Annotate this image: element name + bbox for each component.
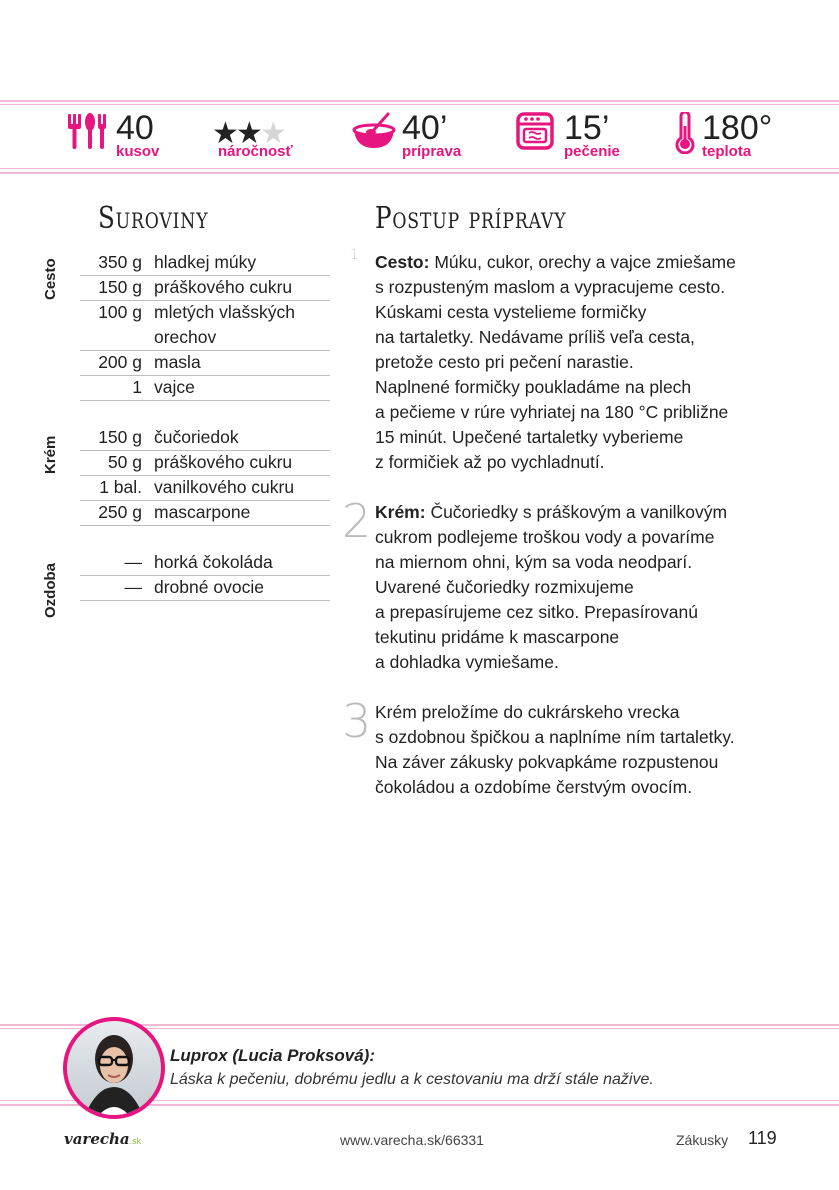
ingredient-name: práškového cukru bbox=[154, 277, 293, 297]
step-text: pretože cesto pri pečení narastie. bbox=[375, 352, 634, 372]
step-text: z formičiek až po vychladnutí. bbox=[375, 452, 605, 472]
step-line bbox=[375, 625, 785, 650]
step-text: Krém preložíme do cukrárskeho vrecka bbox=[375, 702, 680, 722]
footer-category: Zákusky bbox=[676, 1132, 729, 1148]
ingredient-name: masla bbox=[154, 352, 201, 372]
stat-difficulty bbox=[212, 108, 322, 168]
prep-value: 40’ bbox=[402, 109, 448, 147]
ingredient-name: drobné ovocie bbox=[154, 577, 264, 597]
ingredient-row bbox=[80, 425, 330, 451]
logo-text: varecha bbox=[64, 1130, 130, 1148]
thermometer-icon bbox=[674, 112, 696, 154]
ingredient-qty: 100 g bbox=[98, 302, 142, 322]
ingredient-qty: — bbox=[124, 577, 142, 597]
step-line bbox=[375, 775, 785, 800]
step-line bbox=[375, 500, 785, 525]
servings-label: kusov bbox=[116, 143, 160, 160]
step-line bbox=[375, 650, 785, 675]
logo-suffix: .sk bbox=[129, 1136, 142, 1146]
ingredient-name: práškového cukru bbox=[154, 452, 293, 472]
ingredient-row bbox=[80, 325, 330, 351]
info-band-top-rule bbox=[0, 100, 839, 102]
author-avatar bbox=[63, 1017, 165, 1119]
stat-bake bbox=[516, 108, 636, 168]
step-lead: Krém: bbox=[375, 502, 431, 522]
step-text: Na záver zákusky pokvapkáme rozpustenou bbox=[375, 752, 719, 772]
star-filled-icon: ★ bbox=[235, 117, 260, 150]
procedure-heading: Postup prípravy bbox=[375, 201, 567, 236]
step-line bbox=[375, 325, 785, 350]
step-lead: Cesto: bbox=[375, 252, 435, 272]
footer-url[interactable]: www.varecha.sk/66331 bbox=[340, 1132, 484, 1148]
step-text: čokoládou a ozdobíme čerstvým ovocím. bbox=[375, 777, 693, 797]
step-text: 15 minút. Upečené tartaletky vyberieme bbox=[375, 427, 684, 447]
step-line bbox=[375, 250, 785, 275]
ingredient-name: mascarpone bbox=[154, 502, 251, 522]
prep-label: príprava bbox=[402, 143, 462, 160]
ingredient-qty: 350 g bbox=[98, 252, 142, 272]
ingredient-name: horká čokoláda bbox=[154, 552, 273, 572]
step-text: a pečieme v rúre vyhriatej na 180 °C približne bbox=[375, 402, 729, 422]
step-line bbox=[375, 600, 785, 625]
ingredient-name: vanilkového cukru bbox=[154, 477, 295, 497]
section-label-krem: Krém bbox=[42, 435, 59, 474]
ingredient-qty: 150 g bbox=[98, 277, 142, 297]
ingredient-qty: 50 g bbox=[107, 452, 142, 472]
author-quote: Láska k pečeniu, dobrému jedlu a k cestovaniu ma drží stále nažive. bbox=[170, 1071, 654, 1088]
temperature-value: 180° bbox=[702, 109, 773, 147]
step-line bbox=[375, 725, 785, 750]
ingredient-qty: 1 bal. bbox=[99, 477, 142, 497]
temperature-label: teplota bbox=[702, 143, 752, 160]
step-text: s ozdobnou špičkou a naplníme ním tartaletky. bbox=[375, 727, 735, 747]
step-line bbox=[375, 275, 785, 300]
bake-label: pečenie bbox=[564, 143, 620, 160]
step-number-3: 3 bbox=[342, 694, 372, 748]
ingredient-qty: — bbox=[124, 552, 142, 572]
procedure-step-1 bbox=[375, 250, 785, 475]
procedure-step-2 bbox=[375, 500, 785, 675]
ingredient-row bbox=[80, 450, 330, 476]
author-name: Luprox (Lucia Proksová): bbox=[170, 1046, 375, 1065]
step-text: na tartaletky. Nedávame príliš veľa cesta, bbox=[375, 327, 695, 347]
step-line bbox=[375, 750, 785, 775]
step-text: Uvarené čučoriedky rozmixujeme bbox=[375, 577, 634, 597]
stat-servings bbox=[66, 108, 176, 168]
ingredient-row bbox=[80, 550, 330, 576]
ingredient-name: čučoriedok bbox=[154, 427, 239, 447]
info-band-bottom-rule bbox=[0, 168, 839, 169]
info-band-top-rule-2 bbox=[0, 104, 839, 105]
ingredient-qty: 1 bbox=[132, 377, 142, 397]
procedure-step-3 bbox=[375, 700, 785, 800]
step-line bbox=[375, 425, 785, 450]
ingredient-name: vajce bbox=[154, 377, 195, 397]
stat-temperature bbox=[674, 108, 794, 168]
ingredient-row bbox=[80, 500, 330, 526]
star-empty-icon: ★ bbox=[259, 117, 284, 150]
step-number-1: 1 bbox=[350, 247, 359, 263]
ingredient-qty: 150 g bbox=[98, 427, 142, 447]
servings-value: 40 bbox=[116, 109, 154, 147]
ingredient-row bbox=[80, 250, 330, 276]
step-text: cukrom podlejeme troškou vody a povaríme bbox=[375, 527, 715, 547]
ingredient-row bbox=[80, 275, 330, 301]
ingredient-name: mletých vlašských bbox=[154, 302, 296, 322]
step-line bbox=[375, 525, 785, 550]
step-text: Kúskami cesta vystelieme formičky bbox=[375, 302, 647, 322]
step-text: Múku, cukor, orechy a vajce zmiešame bbox=[434, 252, 736, 272]
ingredient-name: hladkej múky bbox=[154, 252, 257, 272]
ingredient-row bbox=[80, 475, 330, 501]
step-text: tekutinu pridáme k mascarpone bbox=[375, 627, 620, 647]
step-line bbox=[375, 300, 785, 325]
oven-icon bbox=[516, 112, 556, 152]
step-line bbox=[375, 700, 785, 725]
bake-value: 15’ bbox=[564, 109, 610, 147]
stat-prep bbox=[352, 108, 482, 168]
section-label-ozdoba: Ozdoba bbox=[42, 563, 59, 618]
ingredient-row bbox=[80, 575, 330, 601]
star-filled-icon: ★ bbox=[212, 117, 236, 150]
step-line bbox=[375, 350, 785, 375]
ingredient-row bbox=[80, 350, 330, 376]
mixing-bowl-icon bbox=[352, 112, 396, 152]
step-text: na miernom ohni, kým sa voda neodparí. bbox=[375, 552, 693, 572]
ingredient-row bbox=[80, 375, 330, 401]
cutlery-icon bbox=[66, 112, 108, 152]
ingredient-qty: 200 g bbox=[98, 352, 142, 372]
ingredient-name: orechov bbox=[154, 327, 217, 347]
info-band-bottom-rule-2 bbox=[0, 172, 839, 174]
step-line bbox=[375, 550, 785, 575]
ingredient-row bbox=[80, 300, 330, 325]
step-text: a prepasírujeme cez sitko. Prepasírovanú bbox=[375, 602, 698, 622]
section-label-cesto: Cesto bbox=[42, 258, 59, 300]
step-text: a dohladka vymiešame. bbox=[375, 652, 559, 672]
author-photo bbox=[67, 1021, 161, 1115]
varecha-logo[interactable] bbox=[64, 1130, 141, 1149]
ingredients-heading: Suroviny bbox=[98, 201, 209, 236]
page-number: 119 bbox=[748, 1128, 777, 1148]
step-text: Čučoriedky s práškovým a vanilkovým bbox=[430, 502, 728, 522]
step-line bbox=[375, 450, 785, 475]
step-text: Naplnené formičky poukladáme na plech bbox=[375, 377, 692, 397]
step-text: s rozpusteným maslom a vypracujeme cesto. bbox=[375, 277, 726, 297]
step-line bbox=[375, 400, 785, 425]
ingredient-qty: 250 g bbox=[98, 502, 142, 522]
difficulty-label: náročnosť bbox=[218, 143, 293, 160]
step-line bbox=[375, 375, 785, 400]
step-line bbox=[375, 575, 785, 600]
step-number-2: 2 bbox=[342, 494, 372, 548]
